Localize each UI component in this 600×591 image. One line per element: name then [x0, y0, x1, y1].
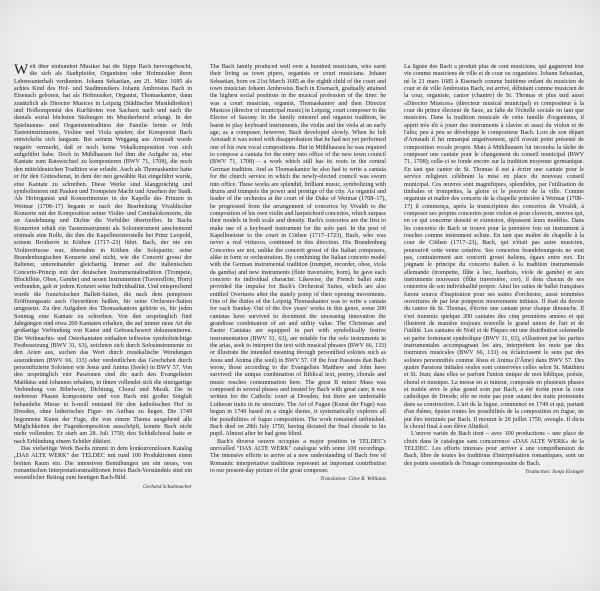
english-column [210, 64, 386, 584]
german-credit: Gerhard Schuhmacher [143, 483, 192, 490]
english-paragraph-2: Bach's diverse oeuvre occupies a major position in TELDEC's unrivalled "DAS ALTE WERK" catalogue with some 100 recordings. The intensive efforts to arrive at a new understanding of Bach free of Romantic interpretative traditions represent an important contribution to our present-day picture of the great composer. [210, 438, 386, 474]
german-paragraph-1 [14, 64, 192, 446]
german-column [14, 64, 192, 584]
french-column [404, 64, 584, 584]
german-paragraph-2: Das vielseitige Werk Bachs nimmt in dem konkurrenzlosen Katalog „DAS ALTE WERK" der TELDEC mit rund 100 Produktionen einen breiten Raum ein. Die intensiven Bemühungen um ein neues, von romantischen Interpretationstraditionen freies Bach-Verständnis sind ein wesentlicher Beitrag zum heutigen Bach-Bild. [14, 445, 192, 482]
french-credit: Traduction: Sonja Eisinger [525, 468, 584, 475]
french-paragraph-2: L'œuvre variée de Bach tient – avec 100 productions – une place de choix dans le catalogue sans concurrence «DAS ALTE WERK» de la TELDEC. Les efforts intenses pour arriver à une compréhension de Bach, libre de toutes les traditions d'interprétation romantiques, sont un des points essentiels de l'image contemporaine de Bach. [404, 431, 584, 467]
french-paragraph-1: La lignée des Bach a produit plus de cent musiciens, qui gagnèrent leur vie comme musiciens de ville et de cour ou organistes. Johann Sebastian, né le 21 mars 1685 à Eisenach comme huitième enfant du musicien de cour et de ville Ambrosius Bach, est arrivé, débutant comme musicien de la cour, organiste, cantor (chantre) de St. Thomas et plus tard aussi «Director Musices» (directeur musical municipal) et compositeur à la cour du prince électeur de Saxe, au faîte de l'échelle sociale en tant que musicien. Dans la tradition musicale de cette famille d'organistes, il apprit très tôt à jouer des instruments à clavier et aussi du violon et de l'alto; peu à peu se développe le compositeur Bach. Lors de son départ d'Arnstadt il fut remarqué négativement, qu'il n'avait point présenté de composition vocale propre. Mais à Mühlhausen lui incomba la tâche de composer une cantate pour le changement du conseil municipal (BWV 71, 1708); celle-ci se fonde encore sur la tradition moyenne germanique. En tant que cantor de St. Thomas il eut à écrire une cantate pour le service religieux célébrant la mise en place du nouveau conseil municipal. Ces œuvres sont magnifiques, splendides, par l'utilisation de timbales et trompettes, la gloire et le pouvoir de la ville. Comme organiste et maître des concerts de la chapelle princière à Weimar (1708–17) il commença, après la transcription des concertos de Vivaldi, à composer ses propres concertos pour violon et pour clavecin, œuvres qui, en ce qui concerne densité et extension, dépassent leurs modèles. Dans les concertos de Bach se trouve pour la première fois un instrument à touches comme instrument soliste. En tant que maître de chapelle à la cour de Cöthen (1717–23), Bach, qui n'était pas autre musicien, poursuivit cette veine créative. Ses concertos brandebourgeois ne sont pas, contrairement aux concerti grossi italiens, égaux entre eux. En joignant le principe du concerto italien à la tradition instrumentale allemande (trompette, flûte à bec, hautbois, viole de gambe) et aux instruments nouveaux (flûte traversière, cor), il dota chacun de ses concertos de son individualité propre. Ainsi les suites de ballet françaises furent source d'inspiration pour ses suites d'orchestre, aussi nommées ouvertures de par leur pompeux mouvements initiaux. Il était du devoir du cantor de St. Thomas, d'écrire une cantate pour chaque dimanche. Il s'est transmis quelque 200 cantates des cinq premières années et qui illustrent de manière toujours nouvelle le grand union de l'art et de l'utilité. Les cantates de Noël et de Pâques ont une distribution solennelle en partie fortement symbolique (BWV 31, 63), s'illustrent par les parties instrumentales accompagnant les airs, interprètent les mots par des tournures musicales (BWV 66, 133) ou éclaircissent le sens par des solistes personnifiés comme Jésus et Anima (l'Âme) dans BWV 57. Des quatre Passions initiales seules sont conservées celles selon St. Matthieu et St. Jean; dans elles se parfont l'union unique de mot biblique, poésie, choral et musique. La messe en si mineur, composée en plusieurs phases et traitée avec le plus grand soin par Bach, a été écrite pour la cour catholique de Dresde; elle ne reste pas pour autant des traits protestants dans sa construction. L'art de la fugue, commencé en 1749 et qui, partant d'un thème, épuise toutes les possibilités de la composition en fugue, ne put être terminée par Bach. Il mourut le 28 juillet 1750, aveugle. Il dicta le choral final à son élève Altnikol. [404, 64, 584, 430]
german-paragraph-1-text: eit über einhundert Musiker hat die Sippe Bach hervorgebracht, die sich als Stadtpfeifer, Organisten oder Hofmusiker ihren Lebensunterhalt verdienten. Johann Sebastian, am 21. März 1685 als achtes Kind des Hof- und Stadtmusikers Johann Ambrosius Bach in Eisenach geboren, hat als Hofmusiker, Organist, Thomaskantor, dann zusätzlich als Director Musices in Leipzig (Städtischer Musikdirektor) und Hofkomponist des Kurfürsten von Sachsen nach und nach die damals sozial höchsten Stufungen im Musikerberuf erlangt. In der Spielmanns- und Organistentradition der Familie lernte er früh Tasteninstrumente, Violine und Viola spielen; der Komponist Bach entwickelte sich langsam. Bei seinem Weggang aus Arnstadt wurde negativ vermerkt, daß er noch keine Vokalkomposition von sich aufgeführt habe. Doch in Mühlhausen fiel ihm die Aufgabe zu, eine Kantate zum Ratswechsel zu komponieren (BWV 71, 1708), die noch den mitteldeutschen Tradition war erlaubt. Auch als Thomaskantor hatte er für den Gottesdienst, in dem der neu gewählte Rat eingeführt wurde, eine Kantate zu schreiben. Diese Werke sind klangprächtig und symbolisieren mit Pauken und Trompeten Macht und Ansehen der Stadt. Als Hoforganist und Konzertmeister in der Kapelle des Prinzen in Weimar (1708–17) begann er nach der Bearbeitung Vivaldischer Konzerte mit der Komposition seiner Violin- und Cembalokonzerte, die an Ausdehnung und Dichte die Vorbilder übertreffen. In Bachs Konzerten erhält ein Tasteninstrument als Soloinstrument anscheinend erstmals eine Rolle, die ihm die Kapellmeisterstelle bei Prinz Leopold, seinem Brotherrn in Köthen (1717–23) führt. Bach, der nie ein Violinvirtuose war, übernahm in Köthen die Solopartie; seine Brandenburgischen Konzerte sind nicht, wie die Concerti grossi der Italiener, untereinander gleichartig. Immer auf die italienischen Concerto-Prinzip mit der deutschen Instrumentaltradition (Trompete, Blockflöte, Oboe, Gambe) und neuen Instrumenten (Traversflöte, Horn) verbunden, gab er jedem Konzert seine Individualität. Und entsprechend wurde die französischen Ballett-Suiten, die nach dem pompösen Eröffnungssatz auch Ouvertüren heißen, für seine Orchester-Suiten umgesetzt. Zu den Aufgaben des Thomaskantors gehörte es, für jeden Sonntag eine Kantate zu schreiben. Von den ursprünglich fünf Jahrgängen sind etwa 200 Kantaten erhalten, die auf immer neue Art die großartige Verbindung von Kunst und Gebrauchswert dokumentieren. Die Weihnachts- und Osterkantaten enthalten teilweise symbolträchtige Festbesetzung (BWV 31, 63), zeichnen sich durch Solosinstrumente zu den Arien aus, suchen das Wort durch musikalische Wendungen auszudeuten (BWV 66, 133) oder verdeutlichen das Geschehen durch personifizierte Soloisten wie Jesus und Anima (Seele) in BWV 57. Von den ursprünglich vier Passionen sind die nach den Evangelisten Matthäus und Johannes erhalten, in ihnen vollendet sich die einzigartige Verbindung von Bibelwort, Dichtung, Choral und Musik. Die in mehreren Phasen komponierte und von Bach mit großer Sorgfalt behandelte Messe in h-moll entstand für den katholischen Hof in Dresden, ohne lutherisches Figur- im Aufbau zu liegen. Die 1749 begonnene Kunst der Fuge, die von einem Thema ausgehend alle Möglichkeiten der Fugenkomposition ausschöpft, konnte Bach nicht mehr vollenden. Er starb am 28. Juli 1750; den Schlußchoral hatte er nach Erblindung einem Schüler diktiert. [14, 64, 192, 445]
german-drop-cap: W [14, 64, 29, 78]
english-credit: Translation: Clive R. Williams [320, 476, 386, 483]
english-paragraph-1: The Bach family produced well over a hundred musicians, who earnt their living as town pipers, organists or court musicians. Johann Sebastian, born on 21st March 1685 as the eighth child of the court and town musician Johann Ambrosius Bach in Eisenach, gradually attained the highest social positions in the musical profession of the time: he was a court musician, organist, Thomaskantor and then Director Musices (director of municipal music) in Leipzig, court composer to the Elector of Saxony. In the family minstrel and organist tradition, he learnt to play keyboard instruments, the violin and the viola at an early age; as a composer, however, Bach developed slowly. When he left Arnstadt it was noted with disapprobation that he had not yet performed one of his own vocal compositions. But in Mühlhausen he was required to compose a cantata for the entry into office of the new town council (BWV 71, 1708) – a work which still has its roots in the central German tradition. And as Thomaskantor he also had to write a cantata for the church service in which the newly-elected council was sworn into office. These works are splendid, brilliant music, symbolizing with drums and trumpets the power and prestige of the city. As organist and leader of the orchestra at the court of the Duke of Weimar (1708–17), he progressed from the arrangement of concertos by Vivaldi to the composition of his own violin and harpsichord concertos, which surpass their models in both scale and density. Bach's concertos are the first to make use of a keyboard instrument for the solo part. In the post of Kapellmeister to the court in Cöthen (1717–1723), Bach, who was never a real virtuoso, continued in this direction. His Brandenburg Concertos are not, unlike the concerti grossi of the Italian composers, alike in form or orchestration. By combining the Italian concerto model with the German instrumental tradition (trumpet, recorder, oboe, viola da gamba) and new instruments (flute traversière, horn), he gave each concerto its individual character. Likewise, the French ballet suite provided the impulse for Bach's Orchestral Suites, which are also entitled Overtures after the stately pomp of their opening movements. One of the duties of the Leipzig Thomaskantor was to write a cantata for each Sunday. Out of the five years' works in this genre, some 200 cantatas have survived to document the unceasing innovation the grandiose combination of art and utility value. The Christmas and Easter Cantatas are equipped in part with symbolically festive instrumentation (BWV 31, 63), are notable for the solo instruments in the arias, seek to interpret the text with musical phrases (BWV 66, 133) or illustrate the intended meaning through personified soloists such as Jesus and Anima (the soul) in BWV 57. Of the four Passions that Bach wrote, those according to the Evangelists Matthew and John have survived: the unique combination of Biblical text, poetry, chorale and music reaches consummation here. The great B minor Mass was composed in several phases and treated by Bach with great care; it was written for the Catholic court at Dresden, but there are undeniable Lutheran traits in its structure. The Art of Fugue (Kunst der Fuge) was begun in 1749 based on a single theme, it systematically explores all the possibilities of fugue composition. The work remained unfinished. Bach died on 28th July 1750, having dictated the final chorale to his pupil. Almost after he had gone blind. [210, 64, 386, 438]
